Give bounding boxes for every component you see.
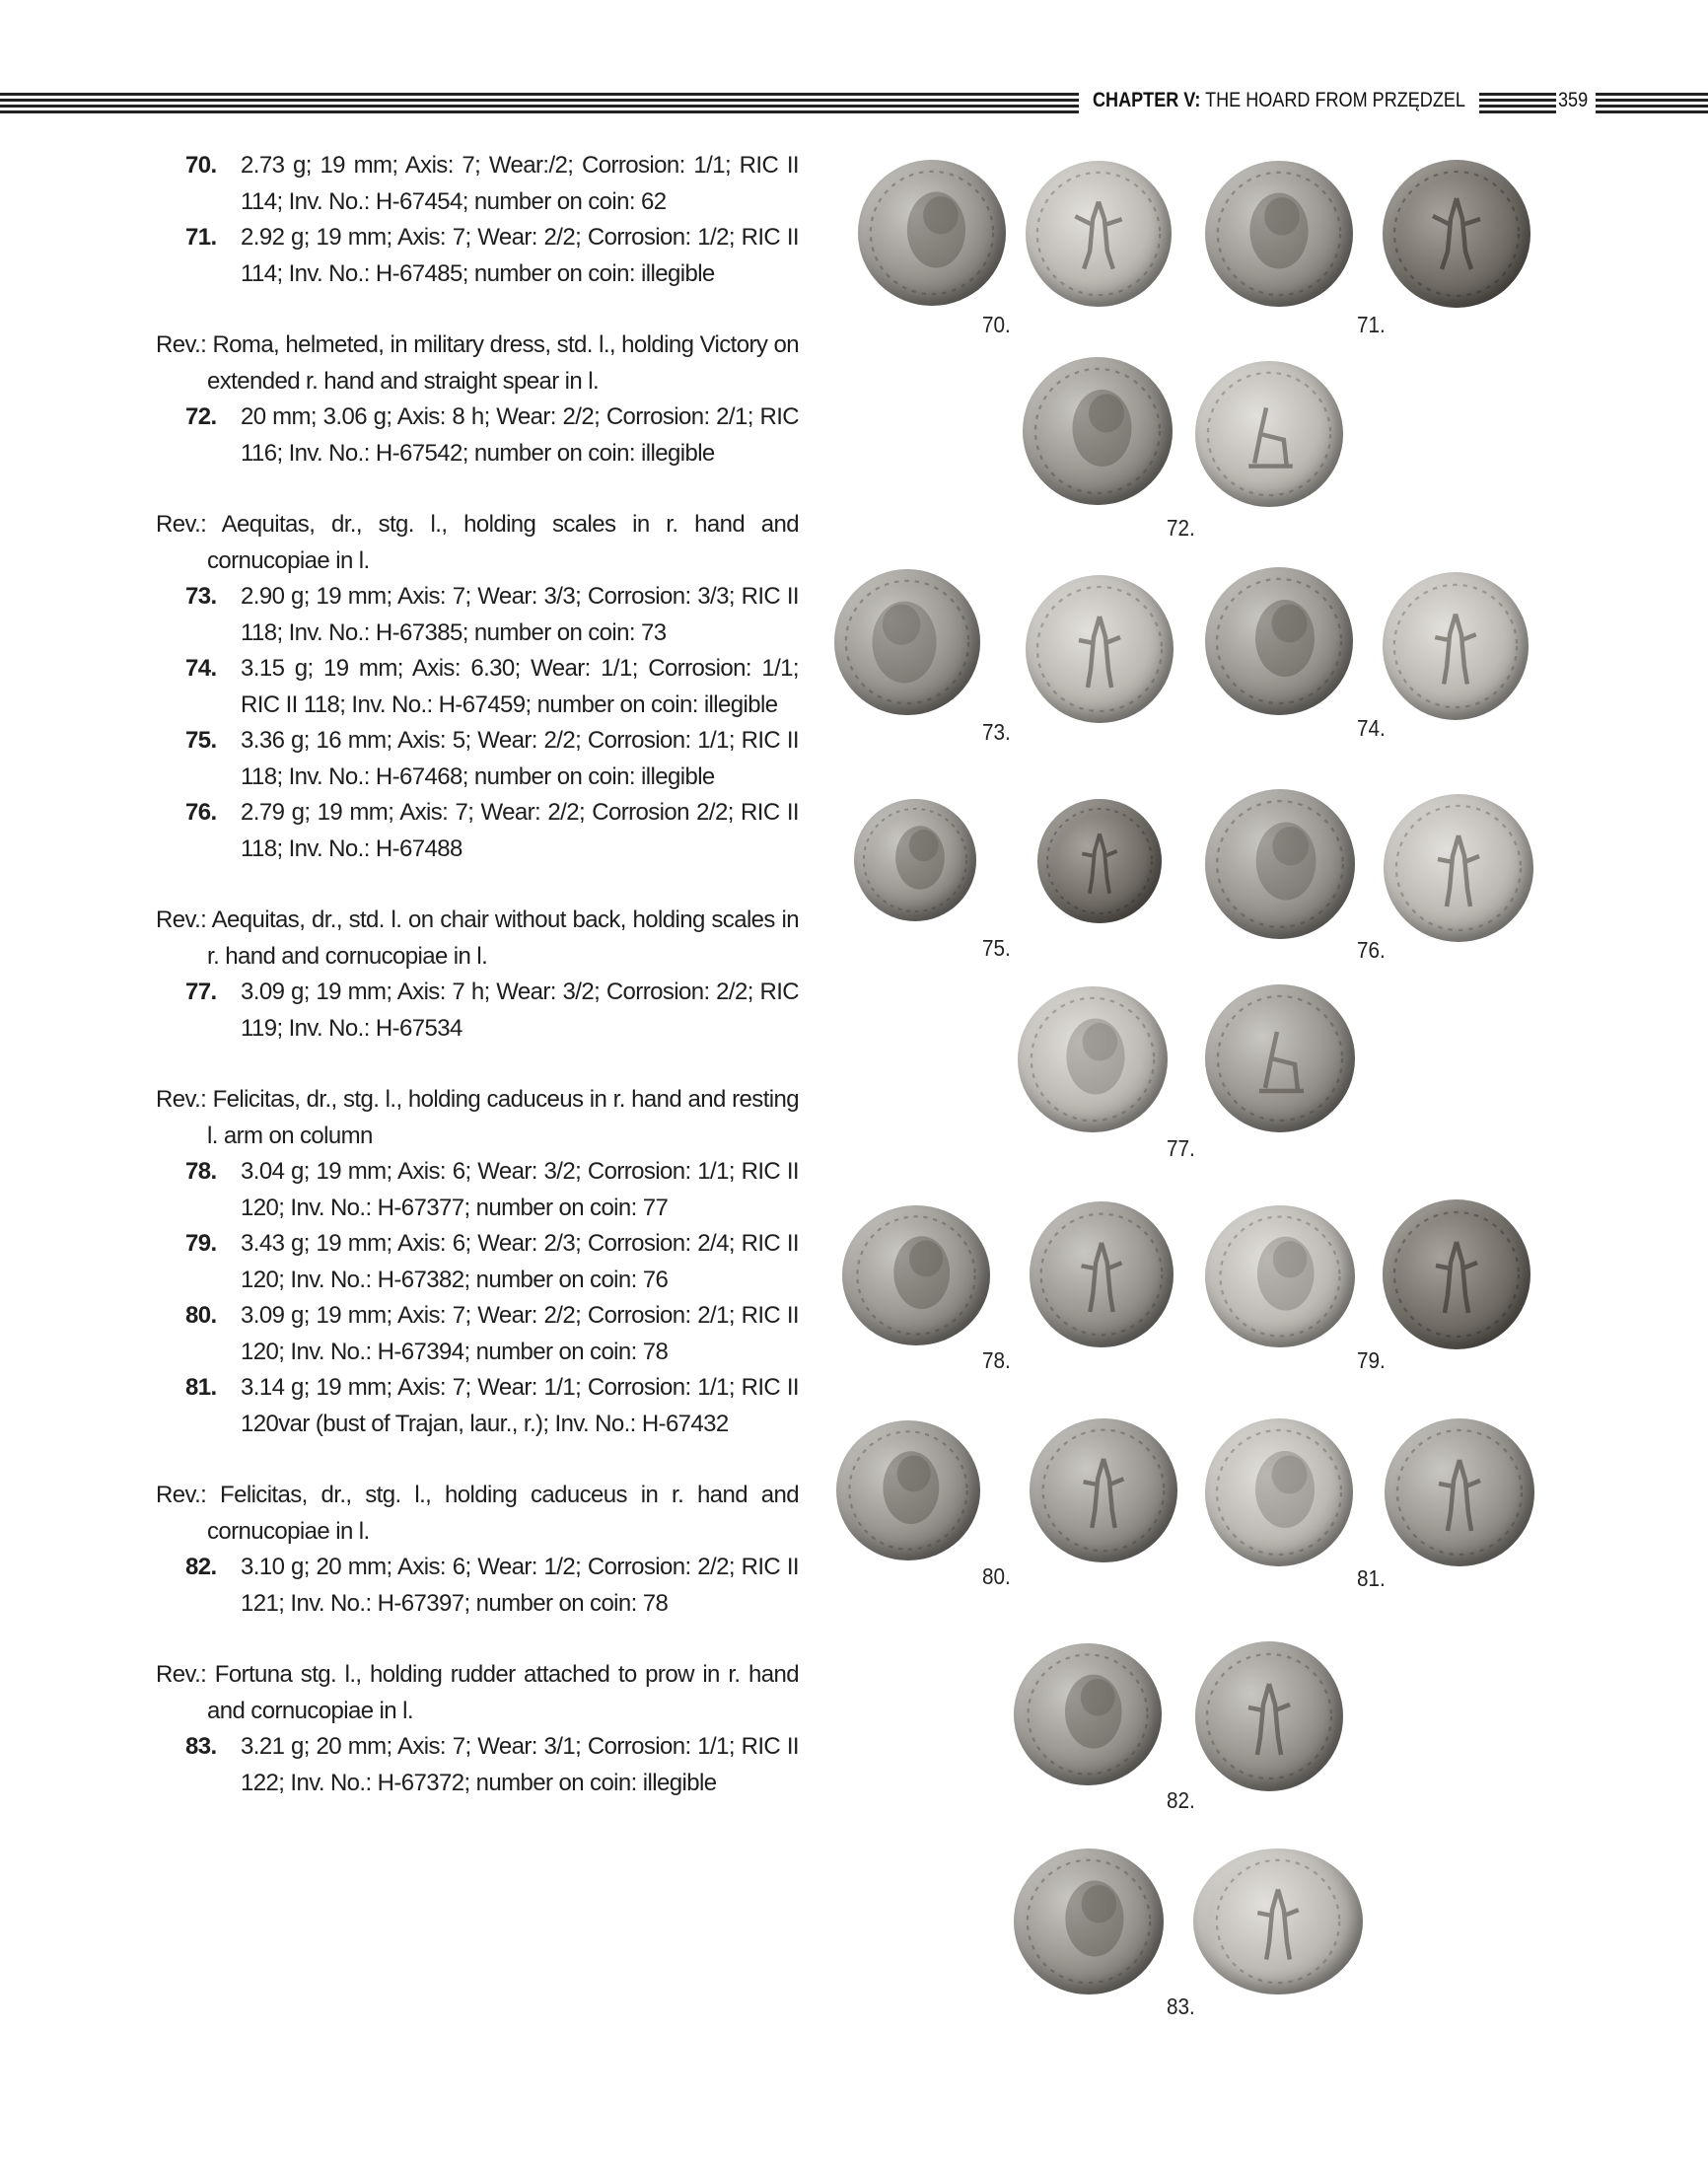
entry-text: 2.79 g; 19 mm; Axis: 7; Wear: 2/2; Corrosion 2/2; RIC II 118; Inv. No.: H-67488 (241, 799, 799, 862)
coin-reverse-image (1193, 1849, 1363, 1994)
coin-reverse-image (1385, 1418, 1534, 1566)
coin-obverse-image (1205, 1205, 1355, 1347)
entry-text: 3.09 g; 19 mm; Axis: 7; Wear: 2/2; Corrosion: 2/1; RIC II 120; Inv. No.: H-67394; number on coin: 78 (241, 1302, 799, 1365)
entry-text: 2.92 g; 19 mm; Axis: 7; Wear: 2/2; Corrosion: 1/2; RIC II 114; Inv. No.: H-67485; number on coin: illegible (241, 224, 799, 287)
coin-reverse-image (1384, 794, 1533, 942)
coin-reverse-image (1026, 575, 1174, 723)
entry-text: 3.15 g; 19 mm; Axis: 6.30; Wear: 1/1; Corrosion: 1/1; RIC II 118; Inv. No.: H-67459; number on coin: illegible (241, 655, 799, 718)
entry-text: 3.14 g; 19 mm; Axis: 7; Wear: 1/1; Corrosion: 1/1; RIC II 120var (bust of Trajan, laur., r.); Inv. No.: H-67432 (241, 1374, 799, 1437)
coin-reverse-image (1383, 572, 1529, 720)
coin-obverse-image (854, 799, 976, 921)
catalogue-entry (156, 148, 799, 220)
coin-number-caption: 79. (1357, 1347, 1386, 1373)
coin-number-caption: 80. (982, 1563, 1011, 1589)
coin-number-caption: 81. (1357, 1565, 1386, 1591)
running-header (0, 85, 1708, 124)
coin-obverse-image (1205, 789, 1355, 939)
coin-number-caption: 75. (982, 935, 1011, 961)
entry-text: 20 mm; 3.06 g; Axis: 8 h; Wear: 2/2; Corrosion: 2/1; RIC 116; Inv. No.: H-67542; number on coin: illegible (241, 403, 799, 467)
coin-reverse-image (1195, 1641, 1343, 1791)
entry-text: 3.43 g; 19 mm; Axis: 6; Wear: 2/3; Corrosion: 2/4; RIC II 120; Inv. No.: H-67382; number on coin: 76 (241, 1230, 799, 1293)
coin-number-caption: 74. (1357, 715, 1386, 741)
catalogue-entry (156, 1298, 799, 1370)
coin-obverse-image (836, 1420, 980, 1560)
entry-number: 77. (185, 979, 217, 1005)
coin-reverse-image (1383, 1199, 1530, 1349)
header-rule-right (1596, 93, 1708, 114)
catalogue-entry (156, 579, 799, 651)
coin-reverse-image (1030, 1201, 1174, 1347)
reverse-description: Rev.: Felicitas, dr., stg. l., holding caduceus in r. hand and resting l. arm on column (156, 1086, 799, 1149)
catalogue-entry (156, 795, 799, 867)
coin-number-caption: 83. (1167, 1994, 1195, 2019)
entry-number: 70. (185, 152, 217, 179)
entry-number: 80. (185, 1302, 217, 1329)
entry-number: 75. (185, 727, 217, 754)
coin-obverse-image (1205, 567, 1353, 715)
reverse-description: Rev.: Felicitas, dr., stg. l., holding caduceus in r. hand and cornucopiae in l. (156, 1482, 799, 1545)
catalogue-entry (156, 220, 799, 292)
entry-number: 83. (185, 1733, 217, 1760)
entry-text: 3.21 g; 20 mm; Axis: 7; Wear: 3/1; Corrosion: 1/1; RIC II 122; Inv. No.: H-67372; number on coin: illegible (241, 1733, 799, 1796)
entry-number: 81. (185, 1374, 217, 1401)
catalogue-entry (156, 975, 799, 1047)
chapter-title: THE HOARD FROM PRZĘDZEL (1205, 89, 1465, 111)
entry-number: 72. (185, 403, 217, 430)
reverse-description: Rev.: Aequitas, dr., std. l. on chair without back, holding scales in r. hand and cornucopiae in l. (156, 906, 799, 970)
coin-number-caption: 77. (1167, 1135, 1195, 1161)
coin-reverse-image (1195, 361, 1343, 507)
entry-text: 3.04 g; 19 mm; Axis: 6; Wear: 3/2; Corrosion: 1/1; RIC II 120; Inv. No.: H-67377; number on coin: 77 (241, 1158, 799, 1221)
coin-reverse-image (1383, 160, 1530, 308)
coin-reverse-image (1026, 161, 1172, 307)
coin-number-caption: 72. (1167, 515, 1195, 541)
entry-number: 73. (185, 583, 217, 610)
entry-text: 2.90 g; 19 mm; Axis: 7; Wear: 3/3; Corrosion: 3/3; RIC II 118; Inv. No.: H-67385; number on coin: 73 (241, 583, 799, 646)
coin-obverse-image (858, 160, 1006, 306)
chapter-label: CHAPTER V: (1093, 89, 1201, 111)
coin-obverse-image (1018, 986, 1168, 1132)
coin-obverse-image (842, 1205, 990, 1345)
reverse-description: Rev.: Aequitas, dr., stg. l., holding scales in r. hand and cornucopiae in l. (156, 511, 799, 574)
entry-number: 71. (185, 224, 217, 251)
entry-number: 74. (185, 655, 217, 682)
catalogue-entry (156, 651, 799, 723)
entry-text: 3.36 g; 16 mm; Axis: 5; Wear: 2/2; Corrosion: 1/1; RIC II 118; Inv. No.: H-67468; number on coin: illegible (241, 727, 799, 790)
catalogue-entry (156, 1550, 799, 1622)
coin-number-caption: 71. (1357, 312, 1386, 337)
coin-number-caption: 70. (982, 312, 1011, 337)
catalogue-entry (156, 1154, 799, 1226)
coin-number-caption: 82. (1167, 1787, 1195, 1813)
coin-reverse-image (1205, 984, 1355, 1132)
entry-number: 78. (185, 1158, 217, 1185)
entry-text: 3.10 g; 20 mm; Axis: 6; Wear: 1/2; Corrosion: 2/2; RIC II 121; Inv. No.: H-67397; number on coin: 78 (241, 1554, 799, 1617)
coin-obverse-image (1023, 357, 1173, 505)
header-rule-left (0, 93, 1079, 114)
catalogue-entry (156, 723, 799, 795)
coin-reverse-image (1037, 799, 1162, 923)
catalogue-entry (156, 399, 799, 471)
catalogue-entry (156, 1370, 799, 1442)
coin-obverse-image (1205, 161, 1353, 307)
coin-number-caption: 73. (982, 719, 1011, 745)
catalogue-entry (156, 1729, 799, 1801)
coin-reverse-image (1030, 1418, 1177, 1562)
coin-obverse-image (834, 569, 980, 715)
entry-number: 82. (185, 1554, 217, 1580)
coin-obverse-image (1014, 1849, 1164, 1994)
coin-number-caption: 78. (982, 1347, 1011, 1373)
header-rule-middle (1479, 93, 1556, 114)
coin-obverse-image (1205, 1418, 1353, 1566)
coin-number-caption: 76. (1357, 937, 1386, 963)
catalogue-text (156, 148, 799, 1801)
entry-number: 76. (185, 799, 217, 826)
page-number: 359 (1558, 89, 1589, 111)
entry-text: 2.73 g; 19 mm; Axis: 7; Wear:/2; Corrosion: 1/1; RIC II 114; Inv. No.: H-67454; number on coin: 62 (241, 152, 799, 215)
entry-text: 3.09 g; 19 mm; Axis: 7 h; Wear: 3/2; Corrosion: 2/2; RIC 119; Inv. No.: H-67534 (241, 979, 799, 1042)
reverse-description: Rev.: Fortuna stg. l., holding rudder attached to prow in r. hand and cornucopiae in l. (156, 1661, 799, 1724)
coin-obverse-image (1014, 1643, 1162, 1785)
entry-number: 79. (185, 1230, 217, 1257)
reverse-description: Rev.: Roma, helmeted, in military dress, std. l., holding Victory on extended r. hand and straight spear in l. (156, 331, 799, 395)
chapter-heading (1093, 89, 1465, 112)
catalogue-entry (156, 1226, 799, 1298)
